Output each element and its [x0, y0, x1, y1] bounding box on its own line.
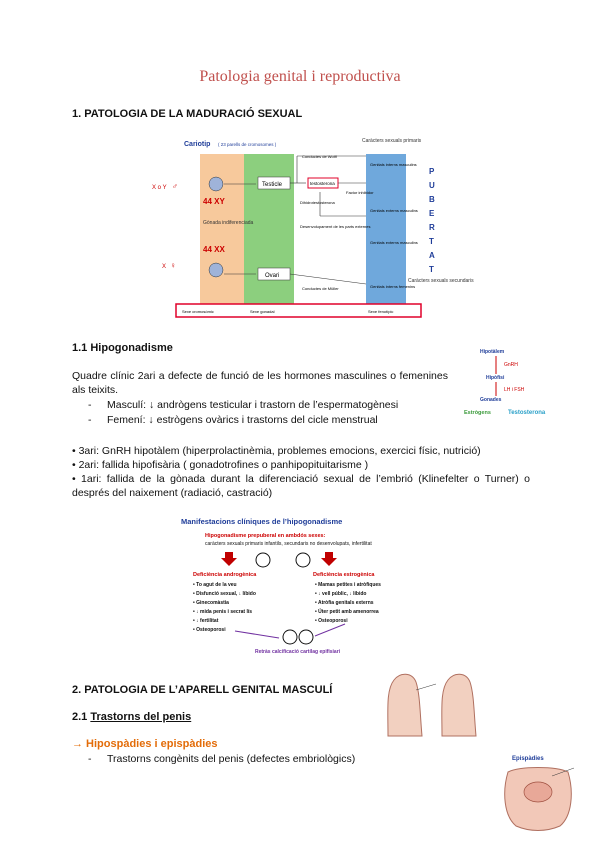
intro-bold: Hipogonadisme prepuberal en ambdós sexes:	[205, 533, 326, 539]
bullet-congenital: Trastorns congènits del penis (defectes embriològics)	[107, 753, 356, 765]
dash-marker: -	[88, 753, 92, 765]
androgen-item: • ↓ fertilitat	[193, 618, 219, 624]
lh-fsh-label: LH i FSH	[504, 387, 525, 393]
bullet-feminine: Femení: ↓ estrògens ovàrics i trastorns del cicle menstrual	[107, 414, 378, 426]
fig-title: Manifestacions clíniques de l’hipogonadisme	[181, 517, 343, 526]
karyotype-male: 44 XY	[203, 197, 225, 206]
dash-marker: -	[88, 414, 92, 426]
puberty-letter: T	[429, 265, 434, 274]
estrogen-item: • Mamas petites i atròfiques	[315, 582, 381, 588]
androgen-item: • ↓ mida penis i secrat lís	[193, 609, 252, 615]
section-1-heading: 1. PATOLOGIA DE LA MADURACIÓ SEXUAL	[72, 108, 303, 120]
male-cell-icon	[209, 177, 223, 191]
illustration-shape	[524, 782, 552, 802]
bullet-secondary: • 2ari: fallida hipofisària ( gonadotrofines o panhipopituitarisme )	[72, 459, 369, 471]
female-cell-icon	[209, 263, 223, 277]
dihydro-label: Dihidrotestosterona	[300, 200, 335, 205]
arrow-down-icon	[321, 552, 337, 566]
epispadias-label: Epispàdies	[512, 756, 544, 762]
arrow-line	[235, 631, 279, 638]
dash-marker: -	[88, 399, 92, 411]
karyotype-header: Cariotip	[184, 141, 211, 148]
section-2-1-heading	[72, 711, 191, 723]
androgen-item: • Disfunció sexual, ↓ líbido	[193, 591, 256, 597]
section-1-1-heading: 1.1 Hipogonadisme	[72, 342, 173, 354]
internal-female-box: Genitals interns femenins	[370, 284, 416, 289]
section-2-1-title: Trastorns del penis	[90, 711, 192, 723]
bullet-tertiary: • 3ari: GnRH hipotàlem (hiperprolactinèmia, problemes emocions, exercici físic, nutrició)	[72, 445, 481, 457]
bottom-gonadal-sex: Sexe gonadal	[250, 309, 275, 314]
internal-male-box: Genitals interns masculins	[370, 162, 417, 167]
karyotype-header-sub: ( 23 parells de cromosomes )	[218, 142, 277, 147]
puberty-letter: B	[429, 195, 435, 204]
hypospadias-heading: → Hipospàdies i epispàdies	[72, 738, 218, 750]
page-title: Patologia genital i reproductiva	[199, 68, 401, 85]
bottom-note: Retràs calcificació cartílag epifisiari	[255, 649, 341, 655]
chromosomal-column	[200, 154, 244, 304]
muller-label: Conductes de Müller	[302, 286, 339, 291]
puberty-letter: R	[429, 223, 435, 232]
epispadias-illustration	[500, 762, 576, 832]
face-icon	[283, 630, 297, 644]
estrogen-item: • Osteoporosi	[315, 618, 348, 624]
face-icon	[296, 553, 310, 567]
undifferentiated-gonad: Gònada indiferenciada	[203, 220, 254, 226]
puberty-letter: T	[429, 237, 434, 246]
estrogen-item: • Atròfia genitals externs	[315, 600, 374, 606]
karyotype-female: 44 XX	[203, 245, 225, 254]
ovary-label: Ovari	[265, 273, 280, 279]
section-2-heading: 2. PATOLOGIA DE L’APARELL GENITAL MASCULÍ	[72, 684, 333, 696]
hypophysis-label: Hipòfisi	[486, 375, 505, 381]
face-icon	[299, 630, 313, 644]
phenotypic-column	[366, 154, 406, 304]
bullet-primary: • 1ari: fallida de la gònada durant la diferenciació sexual de l’embrió (Klinefelter o Turner) o després del naixement (radiació, castració)	[72, 473, 530, 499]
bottom-phenotypic-sex: Sexe fenotípic	[368, 309, 394, 314]
paragraph-definition: Quadre clínic 2ari a defecte de funció de les hormones masculines o femenines als teixits.	[72, 370, 448, 396]
external-label: Desenvolupament de les parts externes	[300, 224, 371, 229]
estrogen-label: Estrògens	[464, 410, 491, 416]
puberty-letters	[429, 167, 435, 274]
testosterone-label: Testosterona	[508, 410, 546, 416]
section-2-1-number: 2.1	[72, 711, 91, 723]
hypothalamus-label: Hipotàlem	[480, 349, 505, 355]
arrow-down-icon	[221, 552, 237, 566]
arrow-line	[315, 624, 345, 636]
inhibitor-label: Factor inhibidor	[346, 190, 374, 195]
gonadal-column	[244, 154, 294, 304]
androgen-title: Deficiència androgènica	[193, 572, 257, 578]
intro-rest: caràcters sexuals primaris infantils, secundaris no desenvolupats, infertilitat	[205, 541, 372, 547]
puberty-letter: E	[429, 209, 435, 218]
sexual-differentiation-diagram	[152, 132, 474, 318]
testosterone-label: testosterona	[310, 181, 335, 186]
penis-illustration	[380, 670, 476, 736]
secondary-characters: Caràcters sexuals secundaris	[408, 278, 474, 284]
gnrh-label: GnRH	[504, 362, 518, 368]
xy-label: X o Y	[152, 185, 167, 191]
estrogen-item: • ↓ vell públic, ↓ líbido	[315, 591, 367, 597]
external-male-box: Genitals externs masculins	[370, 208, 418, 213]
illustration-shape	[388, 674, 422, 736]
bullet-masculine: Masculí: ↓ andrògens testicular i trastorn de l’espermatogènesi	[107, 399, 399, 411]
hpg-axis-diagram	[462, 344, 566, 416]
puberty-letter: U	[429, 181, 435, 190]
testicle-label: Testicle	[262, 182, 283, 188]
androgen-item: • Ginecomàstia	[193, 600, 229, 606]
external-male-box-2: Genitals externs masculins	[370, 240, 418, 245]
bottom-chromosomal-sex: Sexe cromosòmic	[182, 309, 214, 314]
estrogen-item: • Úter petit amb amenorrea	[315, 609, 379, 615]
gonads-label: Gonades	[480, 397, 502, 403]
callout-line	[416, 684, 436, 690]
puberty-letter: P	[429, 167, 435, 176]
x-label: X	[162, 264, 167, 270]
primary-characters: Caràcters sexuals primaris	[362, 138, 422, 144]
illustration-shape	[442, 674, 476, 736]
face-icon	[256, 553, 270, 567]
male-symbol: ♂	[172, 182, 178, 191]
androgen-item: • To agut de la veu	[193, 582, 237, 588]
clinical-manifestations-figure	[175, 514, 425, 656]
wolff-label: Conductes de Wolff	[302, 154, 337, 159]
female-symbol: ♀	[170, 261, 176, 270]
estrogen-title: Deficiència estrogènica	[313, 572, 375, 578]
androgen-item: • Osteoporosi	[193, 627, 226, 633]
puberty-letter: A	[429, 251, 435, 260]
